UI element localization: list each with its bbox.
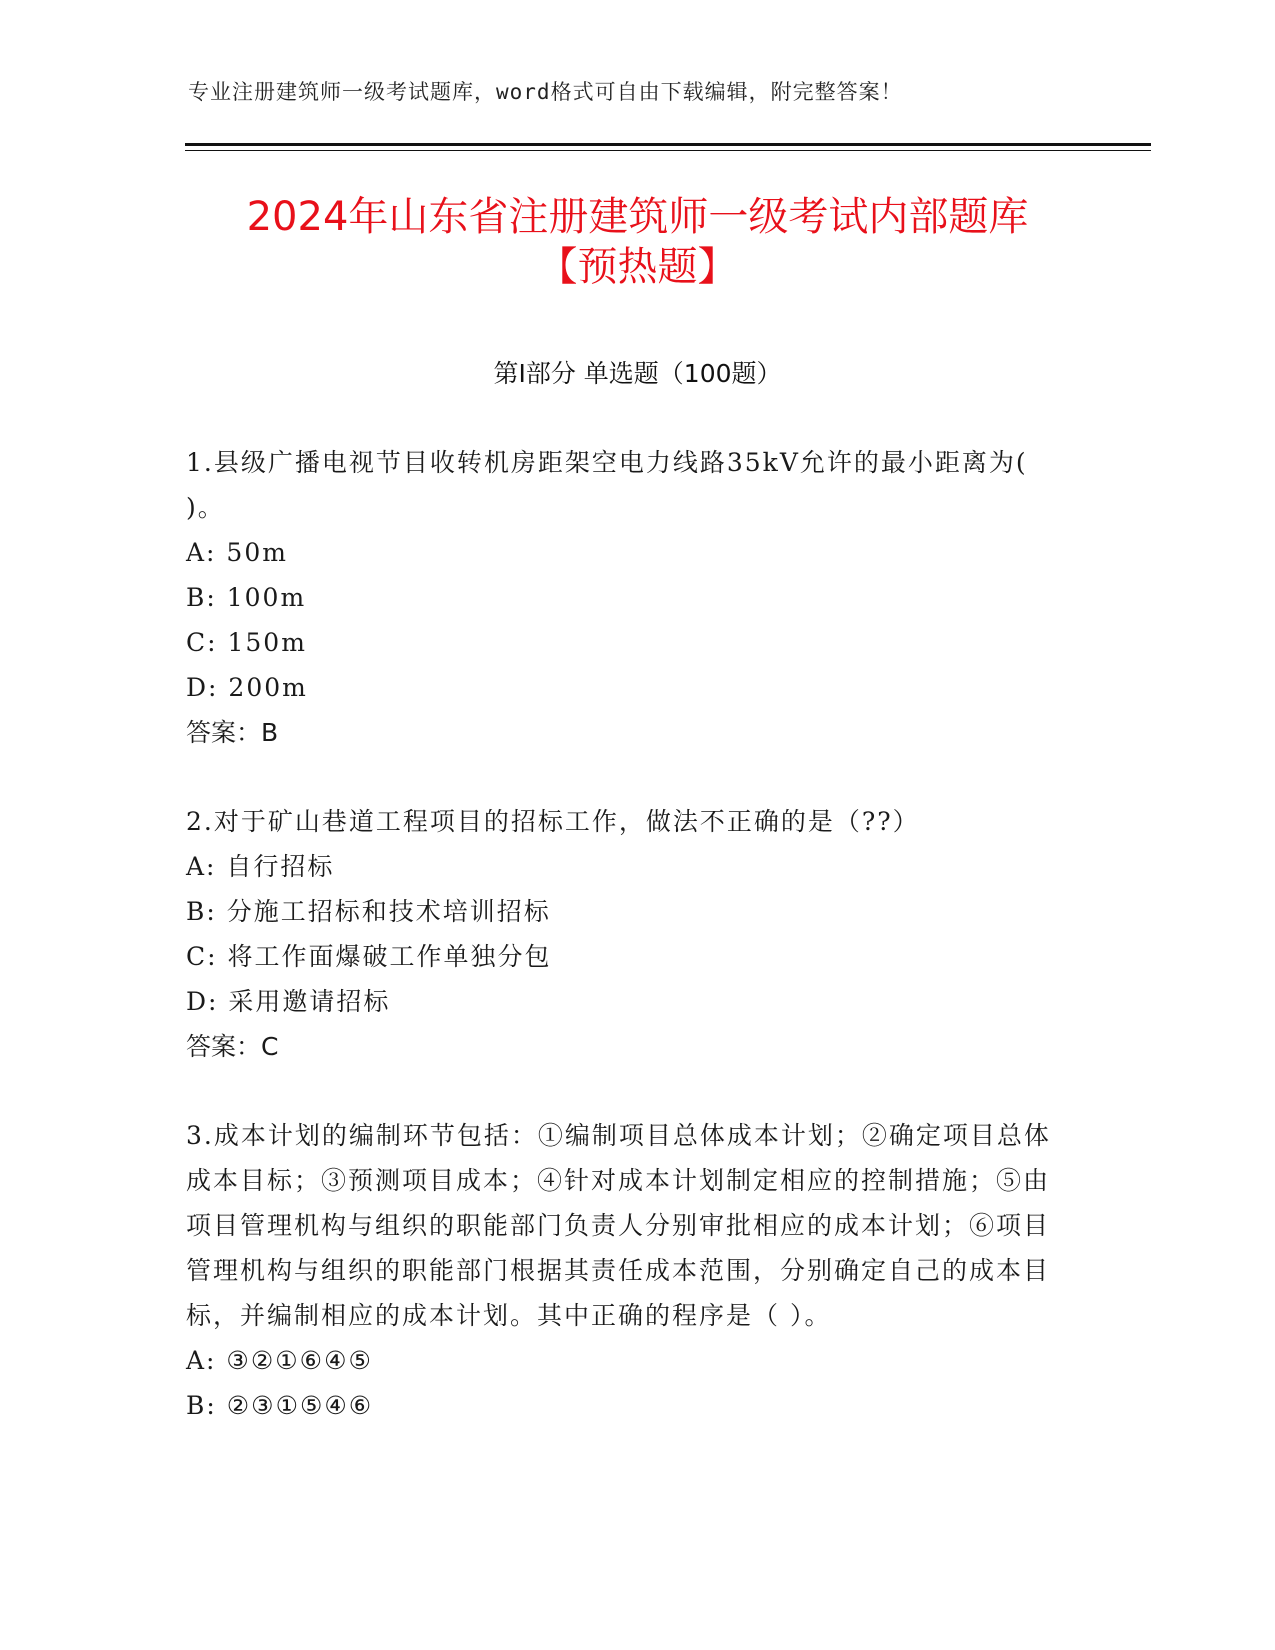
option-a: A: 50m (186, 538, 288, 567)
title-line-1: 2024年山东省注册建筑师一级考试内部题库 (246, 194, 1029, 240)
option-a: A: 自行招标 (186, 852, 335, 881)
option-d: D: 200m (186, 673, 308, 702)
option-c: C: 将工作面爆破工作单独分包 (186, 942, 552, 971)
option-a: A: ③②①⑥④⑤ (186, 1346, 373, 1375)
option-b: B: 100m (186, 583, 307, 612)
page-header: 专业注册建筑师一级考试题库，word格式可自由下载编辑，附完整答案！ (188, 80, 903, 104)
option-b: B: ②③①⑤④⑥ (186, 1391, 374, 1420)
question-list (186, 440, 1076, 1472)
title-line-2: 【预热题】 (537, 244, 738, 290)
section-title: 第Ⅰ部分 单选题（100题） (493, 359, 782, 388)
option-d: D: 采用邀请招标 (186, 987, 391, 1016)
question-3 (186, 1113, 1076, 1428)
option-b: B: 分施工招标和技术培训招标 (186, 897, 551, 926)
question-1 (186, 440, 1076, 755)
question-stem: 1.县级广播电视节目收转机房距架空电力线路35kV允许的最小距离为( )。 (186, 448, 1028, 522)
question-stem: 3.成本计划的编制环节包括：①编制项目总体成本计划；②确定项目总体成本目标；③预测项目成本；④针对成本计划制定相应的控制措施；⑤由项目管理机构与组织的职能部门负责人分别审批相应的成本计划；⑥项目管理机构与组织的职能部门根据其责任成本范围，分别确定自己的成本目标，并编制相应的成本计划。其中正确的程序是（ ）。 (186, 1121, 1051, 1330)
question-2 (186, 799, 1076, 1069)
answer: 答案：C (186, 1032, 279, 1061)
option-c: C: 150m (186, 628, 307, 657)
answer: 答案：B (186, 718, 279, 747)
header-rule-thin (185, 150, 1151, 151)
question-stem: 2.对于矿山巷道工程项目的招标工作，做法不正确的是（??） (186, 807, 920, 836)
header-rule (185, 143, 1151, 146)
document-title (0, 192, 1275, 292)
